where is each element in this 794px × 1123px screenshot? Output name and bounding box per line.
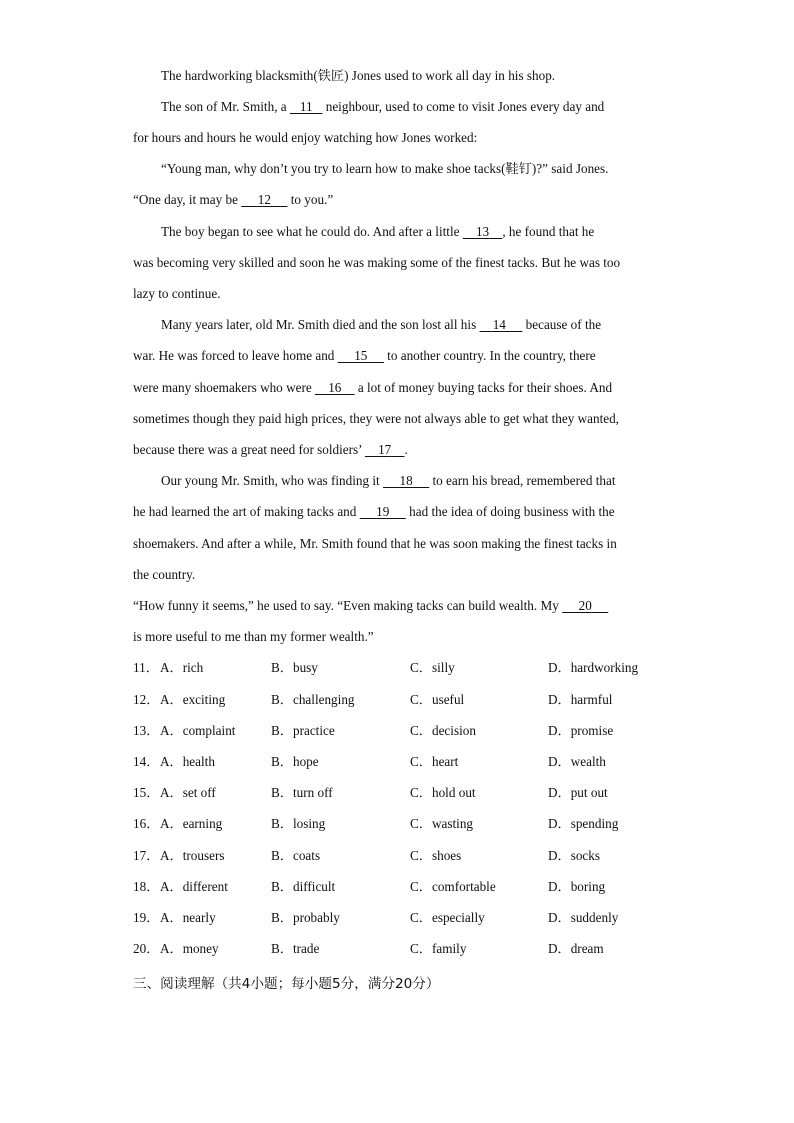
- option-b[interactable]: B．busy: [271, 660, 318, 675]
- passage-line: “One day, it may be 12 to you.”: [133, 192, 334, 207]
- option-a[interactable]: A．earning: [160, 816, 223, 831]
- option-a[interactable]: A．health: [160, 754, 215, 769]
- option-c[interactable]: C．wasting: [410, 816, 474, 831]
- blank-14: 14: [492, 317, 506, 332]
- blank-19: 19: [376, 504, 390, 519]
- passage-line: is more useful to me than my former wealth.”: [133, 629, 374, 644]
- option-d[interactable]: D．harmful: [548, 692, 613, 707]
- question-number: 18．: [133, 879, 160, 894]
- option-a[interactable]: A．complaint: [160, 723, 236, 738]
- passage-line: were many shoemakers who were 16 a lot of money buying tacks for their shoes. And: [133, 380, 613, 395]
- passage-line: shoemakers. And after a while, Mr. Smith found that he was soon making the finest tacks in: [133, 536, 617, 551]
- option-b[interactable]: B．losing: [271, 816, 326, 831]
- blank-12: 12: [257, 192, 271, 207]
- blank-18: 18: [399, 473, 413, 488]
- option-b[interactable]: B．difficult: [271, 879, 336, 894]
- option-d[interactable]: D．wealth: [548, 754, 606, 769]
- passage-line: The hardworking blacksmith(铁匠) Jones used to work all day in his shop.: [161, 68, 556, 83]
- option-d[interactable]: D．promise: [548, 723, 614, 738]
- option-c[interactable]: C．comfortable: [410, 879, 496, 894]
- question-number: 15．: [133, 785, 160, 800]
- option-a[interactable]: A．different: [160, 879, 228, 894]
- question-number: 17．: [133, 848, 160, 863]
- option-c[interactable]: C．especially: [410, 910, 485, 925]
- passage-line: Many years later, old Mr. Smith died and the son lost all his 14 because of the: [161, 317, 602, 332]
- option-d[interactable]: D．put out: [548, 785, 608, 800]
- passage-line: was becoming very skilled and soon he was making some of the finest tacks. But he was too: [133, 255, 621, 270]
- question-number: 12．: [133, 692, 160, 707]
- option-a[interactable]: A．exciting: [160, 692, 226, 707]
- option-b[interactable]: B．probably: [271, 910, 340, 925]
- blank-11: 11: [299, 99, 313, 114]
- passage-line: “How funny it seems,” he used to say. “Even making tacks can build wealth. My 20: [133, 598, 608, 614]
- option-a[interactable]: A．rich: [160, 660, 204, 675]
- option-b[interactable]: B．coats: [271, 848, 321, 863]
- option-b[interactable]: B．turn off: [271, 785, 333, 800]
- option-c[interactable]: C．shoes: [410, 848, 462, 863]
- option-c[interactable]: C．heart: [410, 754, 459, 769]
- question-number: 20．: [133, 941, 160, 956]
- blank-16: 16: [328, 380, 342, 395]
- section-heading: 三、阅读理解（共4小题；每小题5分，满分20分）: [133, 976, 440, 992]
- option-d[interactable]: D．socks: [548, 848, 601, 863]
- blank-17: 17: [378, 442, 392, 457]
- question-number: 19．: [133, 910, 160, 925]
- option-c[interactable]: C．family: [410, 941, 467, 956]
- option-a[interactable]: A．money: [160, 941, 219, 956]
- option-c[interactable]: C．hold out: [410, 785, 476, 800]
- option-b[interactable]: B．challenging: [271, 692, 355, 707]
- passage-line: because there was a great need for soldiers’ 17 .: [133, 442, 408, 457]
- option-c[interactable]: C．decision: [410, 723, 476, 738]
- question-number: 16．: [133, 816, 160, 831]
- passage-line: lazy to continue.: [133, 286, 221, 301]
- passage-line: war. He was forced to leave home and 15 to another country. In the country, there: [133, 348, 596, 363]
- passage-line: the country.: [133, 567, 196, 582]
- passage-line: sometimes though they paid high prices, they were not always able to get what they wanted,: [133, 411, 619, 426]
- passage-line: The son of Mr. Smith, a 11 neighbour, used to come to visit Jones every day and: [161, 99, 605, 114]
- option-b[interactable]: B．hope: [271, 754, 319, 769]
- option-d[interactable]: D．spending: [548, 816, 619, 831]
- blank-13: 13: [475, 224, 490, 239]
- option-a[interactable]: A．set off: [160, 785, 216, 800]
- passage-line: for hours and hours he would enjoy watching how Jones worked:: [133, 130, 478, 145]
- question-number: 13．: [133, 723, 160, 738]
- option-d[interactable]: D．suddenly: [548, 910, 619, 925]
- passage-line: The boy began to see what he could do. And after a little 13 , he found that he: [161, 224, 595, 239]
- option-a[interactable]: A．trousers: [160, 848, 225, 863]
- option-d[interactable]: D．hardworking: [548, 660, 639, 675]
- passage-line: he had learned the art of making tacks and 19 had the idea of doing business with the: [133, 504, 615, 519]
- passage-line: Our young Mr. Smith, who was finding it 18 to earn his bread, remembered that: [161, 473, 616, 488]
- blank-20: 20: [578, 598, 592, 613]
- question-number: 14．: [133, 754, 160, 769]
- option-b[interactable]: B．practice: [271, 723, 335, 738]
- option-d[interactable]: D．boring: [548, 879, 606, 894]
- option-c[interactable]: C．useful: [410, 692, 465, 707]
- option-b[interactable]: B．trade: [271, 941, 320, 956]
- question-number: 11．: [133, 660, 159, 675]
- option-d[interactable]: D．dream: [548, 941, 604, 956]
- passage-line: “Young man, why don’t you try to learn how to make shoe tacks(鞋钉)?” said Jones.: [161, 161, 609, 176]
- option-a[interactable]: A．nearly: [160, 910, 216, 925]
- blank-15: 15: [354, 348, 368, 363]
- option-c[interactable]: C．silly: [410, 660, 455, 675]
